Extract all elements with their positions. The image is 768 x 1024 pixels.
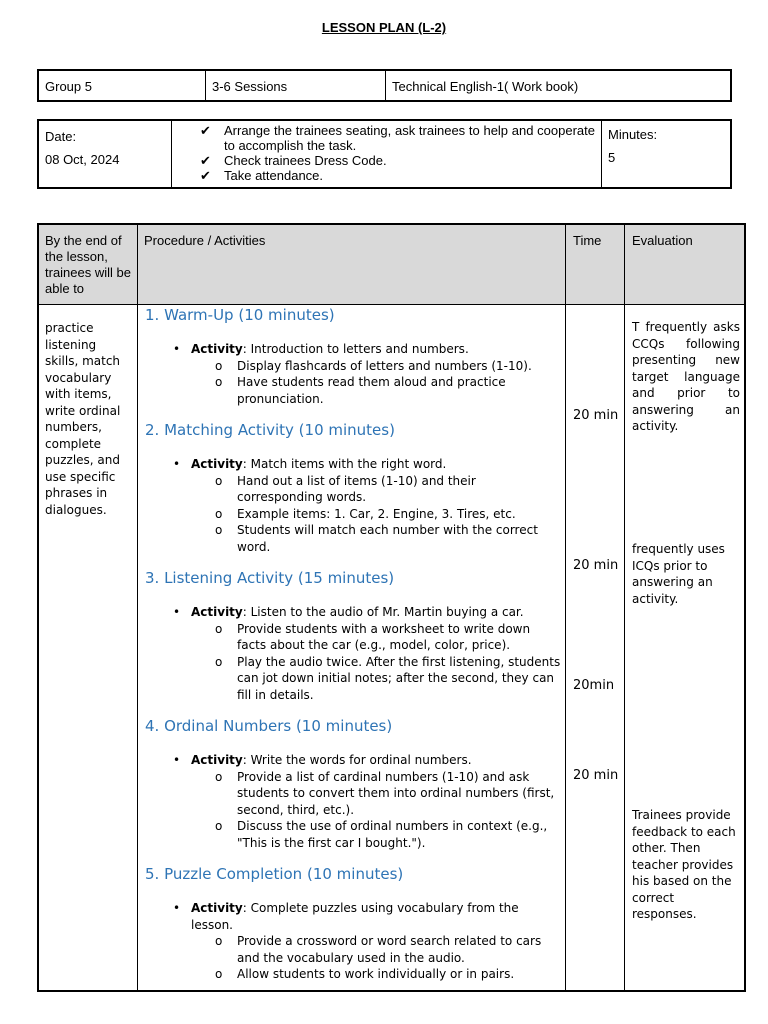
date-label: Date: [45, 129, 77, 144]
sub-item: o Allow students to work individually or in pairs. [215, 967, 515, 981]
time-cell: 20 min [573, 768, 619, 783]
check-icon: ✔ [200, 123, 211, 138]
column-divider [565, 225, 566, 990]
section-heading: 1. Warm-Up (10 minutes) [145, 306, 335, 324]
time-cell: 20min [573, 678, 615, 693]
evaluation-cell: T frequently asks CCQs following presenting new target language and prior to answering an activity. [632, 320, 740, 433]
activity-item: • Activity: Listen to the audio of Mr. Martin buying a car. [173, 605, 524, 619]
header-objectives: By the end of the lesson, trainees will be able to [45, 233, 131, 296]
group-cell: Group 5 [39, 71, 206, 100]
sessions-cell: 3-6 Sessions [206, 71, 386, 100]
section-heading: 3. Listening Activity (15 minutes) [145, 569, 395, 587]
activity-section [145, 864, 563, 983]
info-table [37, 69, 732, 102]
sub-item: o Display flashcards of letters and numbers (1-10). [215, 358, 532, 373]
activity-item: • Activity: Match items with the right word. [173, 457, 447, 471]
lesson-table [37, 223, 746, 992]
section-heading: 4. Ordinal Numbers (10 minutes) [145, 717, 393, 735]
sub-item: o Provide a crossword or word search related to cars and the vocabulary used in the audio. [215, 934, 542, 965]
minutes-label: Minutes: [608, 127, 658, 142]
evaluation-cell: Trainees provide feedback to each other. Then teacher provides his based on the correct responses. [632, 808, 736, 921]
column-divider [624, 225, 625, 990]
sub-item: o Hand out a list of items (1-10) and their corresponding words. [215, 473, 476, 504]
check-icon: ✔ [200, 153, 211, 168]
sub-item: o Students will match each number with the correct word. [215, 523, 538, 554]
activity-section [145, 420, 563, 555]
column-divider [137, 225, 138, 990]
header-procedure: Procedure / Activities [144, 233, 266, 248]
activity-item: • Activity: Complete puzzles using vocabulary from the lesson. [173, 901, 519, 932]
sub-item: o Provide a list of cardinal numbers (1-10) and ask students to convert them into ordinal numbers (first, second, third, etc.). [215, 769, 555, 817]
minutes-cell [602, 121, 730, 187]
sub-item: o Example items: 1. Car, 2. Engine, 3. Tires, etc. [215, 506, 516, 521]
section-heading: 2. Matching Activity (10 minutes) [145, 421, 395, 439]
header-evaluation: Evaluation [632, 233, 693, 248]
objectives-cell: practice listening skills, match vocabulary with items, write ordinal numbers, complete puzzles, and use specific phrases in dialogues. [45, 321, 121, 517]
prep-tasks [172, 121, 602, 187]
book-cell: Technical English-1( Work book) [392, 79, 579, 94]
page-title: LESSON PLAN (L-2) [321, 20, 447, 35]
activity-item: • Activity: Introduction to letters and numbers. [173, 342, 469, 356]
evaluation-cell: frequently uses ICQs prior to answering an activity. [632, 542, 725, 606]
sub-item: o Have students read them aloud and practice pronunciation. [215, 375, 506, 406]
activity-section [145, 305, 563, 407]
date-value: 08 Oct, 2024 [45, 152, 120, 167]
procedure-cell [145, 305, 563, 996]
sub-item: o Discuss the use of ordinal numbers in context (e.g., "This is the first car I bought."). [215, 819, 548, 850]
prep-table [37, 119, 732, 189]
activity-section [145, 568, 563, 703]
table-header-row [39, 225, 744, 305]
prep-task: ✔ Check trainees Dress Code. [200, 153, 387, 168]
check-icon: ✔ [200, 168, 211, 183]
activity-section [145, 716, 563, 851]
sub-item: o Play the audio twice. After the first listening, students can jot down initial notes; after the second, they can fill in details. [215, 654, 561, 702]
activity-item: • Activity: Write the words for ordinal numbers. [173, 753, 472, 767]
prep-task: ✔ Arrange the trainees seating, ask trainees to help and cooperate to accomplish the task. [200, 123, 595, 153]
minutes-value: 5 [608, 150, 616, 165]
header-time: Time [573, 233, 602, 248]
date-cell [39, 121, 172, 187]
prep-task: ✔ Take attendance. [200, 168, 324, 183]
sub-item: o Provide students with a worksheet to write down facts about the car (e.g., model, color, price). [215, 621, 531, 652]
section-heading: 5. Puzzle Completion (10 minutes) [145, 865, 404, 883]
time-cell: 20 min [573, 408, 619, 423]
time-cell: 20 min [573, 558, 619, 573]
